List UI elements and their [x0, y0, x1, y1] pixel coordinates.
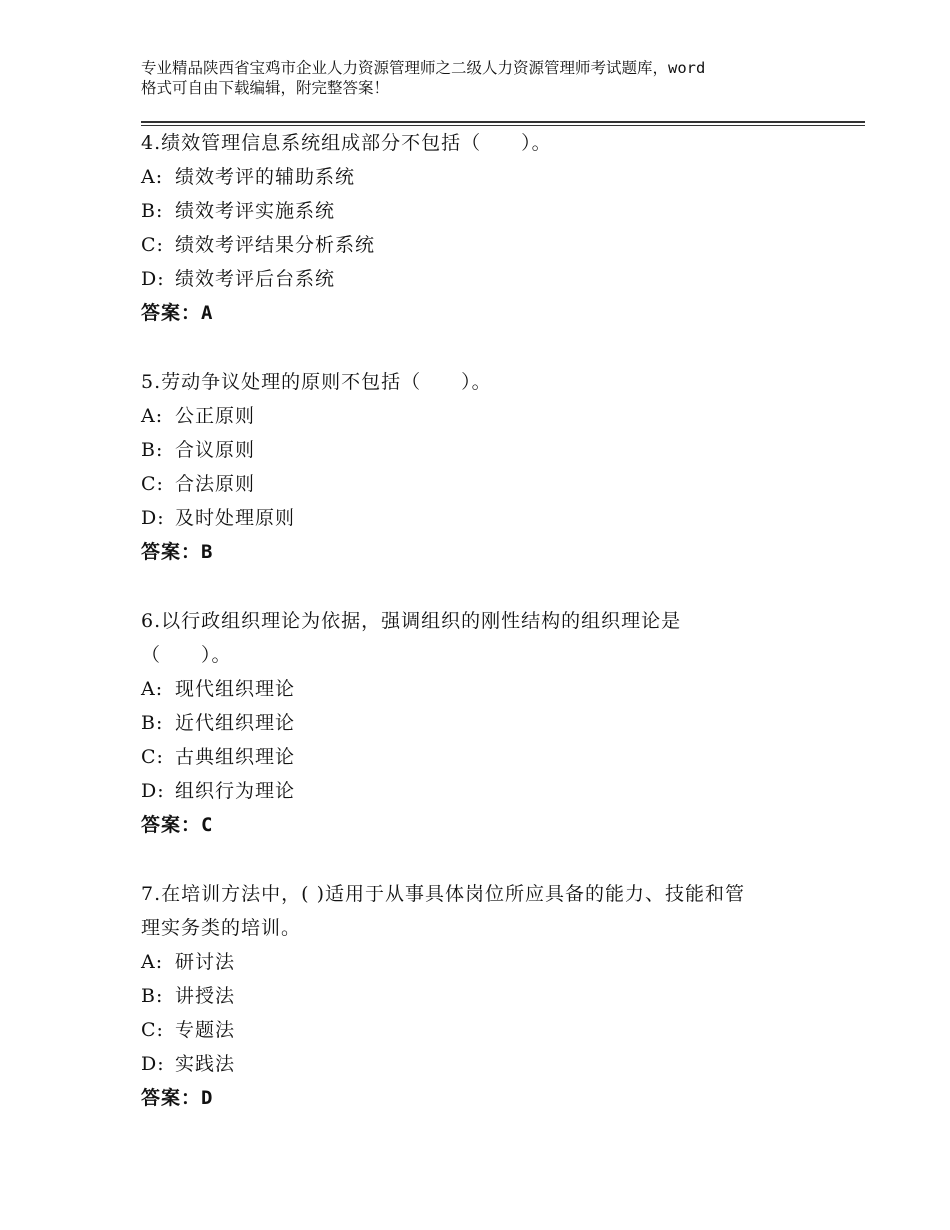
option-letter: C:	[141, 1019, 164, 1041]
option-text: 绩效考评的辅助系统	[175, 166, 356, 188]
option-text: 合法原则	[175, 473, 256, 495]
question-stem: 5.劳动争议处理的原则不包括（ ）。	[141, 371, 492, 393]
option-a	[141, 399, 821, 433]
question-stem: 4.绩效管理信息系统组成部分不包括（ ）。	[141, 132, 552, 154]
option-b	[141, 194, 821, 228]
answer-value: A	[201, 302, 213, 324]
header-rule-thick	[141, 121, 865, 123]
answer-line	[141, 535, 821, 569]
option-letter: B:	[141, 439, 164, 461]
header-title-line-1: 专业精品陕西省宝鸡市企业人力资源管理师之二级人力资源管理师考试题库，word	[141, 59, 706, 77]
option-text: 绩效考评后台系统	[175, 268, 336, 290]
option-text: 实践法	[175, 1053, 236, 1075]
answer-label: 答案：	[141, 1087, 202, 1109]
question-6	[141, 604, 821, 842]
answer-value: B	[201, 541, 213, 563]
option-letter: D:	[141, 268, 165, 290]
option-d	[141, 1047, 821, 1081]
question-7	[141, 877, 821, 1115]
option-letter: A:	[141, 678, 164, 700]
document-header	[141, 58, 831, 98]
option-d	[141, 262, 821, 296]
option-c	[141, 228, 821, 262]
option-letter: B:	[141, 985, 164, 1007]
option-c	[141, 1013, 821, 1047]
option-text: 专题法	[175, 1019, 236, 1041]
answer-label: 答案：	[141, 814, 202, 836]
option-letter: C:	[141, 473, 164, 495]
option-text: 古典组织理论	[175, 746, 296, 768]
option-d	[141, 501, 821, 535]
option-a	[141, 945, 821, 979]
question-5	[141, 365, 821, 569]
option-c	[141, 740, 821, 774]
option-text: 近代组织理论	[175, 712, 296, 734]
answer-line	[141, 296, 821, 330]
option-b	[141, 979, 821, 1013]
option-text: 绩效考评实施系统	[175, 200, 336, 222]
option-letter: A:	[141, 405, 164, 427]
option-letter: B:	[141, 712, 164, 734]
option-text: 绩效考评结果分析系统	[175, 234, 376, 256]
answer-label: 答案：	[141, 541, 202, 563]
question-stem: 6.以行政组织理论为依据，强调组织的刚性结构的组织理论是	[141, 610, 682, 632]
option-c	[141, 467, 821, 501]
option-letter: C:	[141, 234, 164, 256]
option-a	[141, 672, 821, 706]
option-d	[141, 774, 821, 808]
question-4	[141, 126, 821, 330]
option-text: 研讨法	[175, 951, 236, 973]
option-b	[141, 433, 821, 467]
option-text: 合议原则	[175, 439, 256, 461]
option-text: 及时处理原则	[175, 507, 296, 529]
option-b	[141, 706, 821, 740]
option-text: 讲授法	[175, 985, 236, 1007]
header-title-line-2: 格式可自由下载编辑，附完整答案！	[141, 79, 390, 97]
answer-line	[141, 808, 821, 842]
option-text: 公正原则	[175, 405, 256, 427]
option-letter: C:	[141, 746, 164, 768]
option-letter: D:	[141, 507, 165, 529]
answer-value: D	[201, 1087, 213, 1109]
option-letter: D:	[141, 780, 165, 802]
option-letter: B:	[141, 200, 164, 222]
answer-line	[141, 1081, 821, 1115]
option-text: 组织行为理论	[175, 780, 296, 802]
option-letter: A:	[141, 166, 164, 188]
question-stem-continued: 理实务类的培训。	[141, 917, 302, 939]
option-letter: D:	[141, 1053, 165, 1075]
question-stem: 7.在培训方法中，( )适用于从事具体岗位所应具备的能力、技能和管	[141, 883, 745, 905]
option-text: 现代组织理论	[175, 678, 296, 700]
option-letter: A:	[141, 951, 164, 973]
answer-label: 答案：	[141, 302, 202, 324]
question-stem-continued: （ ）。	[141, 644, 232, 666]
option-a	[141, 160, 821, 194]
answer-value: C	[201, 814, 213, 836]
